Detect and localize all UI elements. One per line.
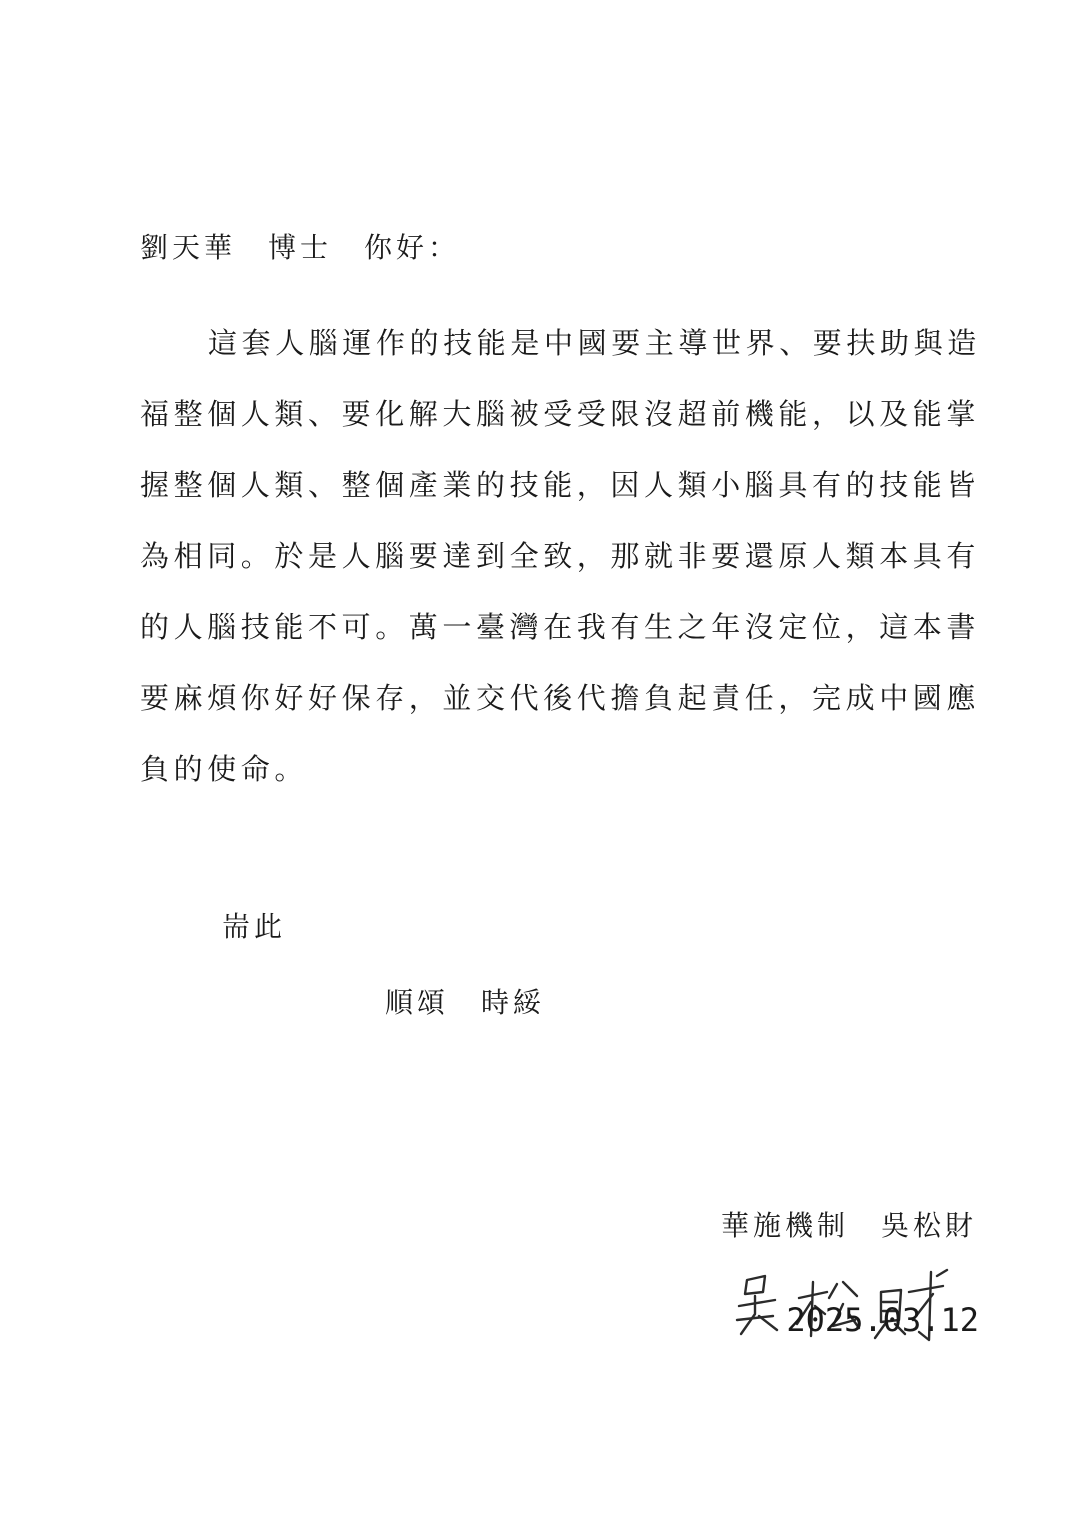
letter-body: [140, 308, 980, 805]
body-line: 握整個人類、整個產業的技能，因人類小腦具有的技能皆: [140, 468, 981, 502]
closing-regards: 順頌 時綏: [385, 986, 546, 1019]
salutation: 劉天華 博士 你好：: [140, 231, 461, 264]
letter-date: 2025.03.12: [786, 1301, 979, 1339]
body-line: 福整個人類、要化解大腦被受受限沒超前機能，以及能掌: [140, 397, 981, 431]
body-line: 負的使命。: [140, 752, 309, 786]
body-line: 為相同。於是人腦要達到全致，那就非要還原人類本具有: [140, 539, 981, 573]
body-line: 這套人腦運作的技能是中國要主導世界、要扶助與造: [208, 326, 981, 360]
body-line: 要麻煩你好好保存，並交代後代擔負起責任，完成中國應: [140, 681, 981, 715]
closing-phrase: 耑此: [222, 910, 287, 943]
signer-name: 華施機制 吳松財: [720, 1209, 977, 1242]
body-line: 的人腦技能不可。萬一臺灣在我有生之年沒定位，這本書: [140, 610, 981, 644]
